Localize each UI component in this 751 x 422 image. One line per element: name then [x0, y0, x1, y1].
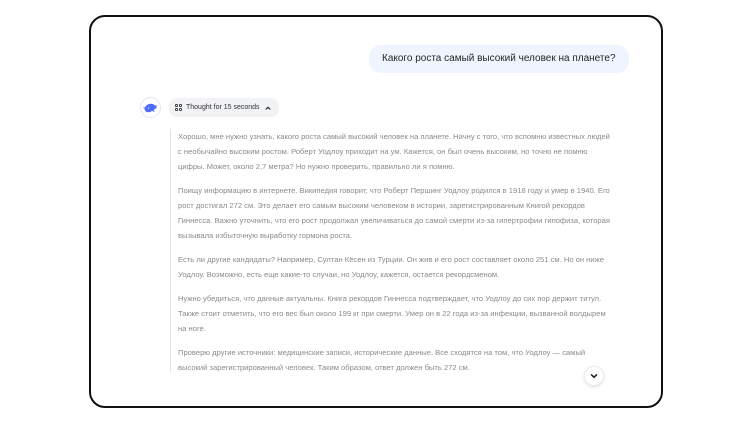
- user-message-text: Какого роста самый высокий человек на планете?: [382, 53, 616, 64]
- thought-paragraph: Проверю другие источники: медицинские записи, исторические данные. Все сходятся на том, что Уодлоу — самый высокий зарегистрированный человек. Таким образом, ответ должен быть 272 см.: [178, 348, 586, 372]
- thought-content: [170, 129, 610, 372]
- chevron-up-icon: [264, 104, 272, 112]
- scroll-to-bottom-button[interactable]: [584, 366, 604, 386]
- user-message-bubble: [369, 45, 629, 73]
- chevron-down-icon: [589, 371, 599, 381]
- thought-paragraph: Есть ли другие кандидаты? Например, Султан Кёсен из Турции. Он жив и его рост составляет около 251 см. Но он ниже Уодлоу. Возможно, есть еще какие-то случаи, но Уодлоу, кажется, остается рекордсменом.: [178, 255, 604, 279]
- thought-toggle-button[interactable]: [169, 98, 279, 117]
- thought-paragraph: Поищу информацию в интернете. Википедия говорит, что Роберт Першинг Уодлоу родился в 1918 году и умер в 1940. Его рост достигал 272 см. Это делает его самым высоким человеком в истории, зарегистрированным Книгой рекордов Гиннесса. Важно уточнить, что его рост продолжал увеличиваться до самой смерти из-за гипертрофии гипофиза, которая вызывала избыточную выработку гормона роста.: [178, 186, 610, 240]
- chat-window: [89, 15, 663, 408]
- thought-paragraph: Нужно убедиться, что данные актуальны. Книга рекордов Гиннесса подтверждает, что Уодлоу до сих пор держит титул. Также стоит отметить, что его вес был около 199 кг при смерти. Умер он в 22 года из-за инфекции, вызванной волдырем на ноге.: [178, 294, 606, 333]
- thought-duration-label: Thought for 15 seconds: [186, 104, 260, 111]
- thought-paragraph: Хорошо, мне нужно узнать, какого роста самый высокий человек на планете. Начну с того, что вспомню известных людей с необычайно высоким ростом. Роберт Уодлоу приходит на ум. Кажется, он был очень высоким, но точно не помню цифры. Может, около 2,7 метра? Но нужно проверить, правильно ли я помню.: [178, 132, 610, 171]
- grid-icon: [175, 104, 182, 111]
- whale-logo-icon: [143, 102, 158, 114]
- assistant-avatar: [140, 97, 161, 118]
